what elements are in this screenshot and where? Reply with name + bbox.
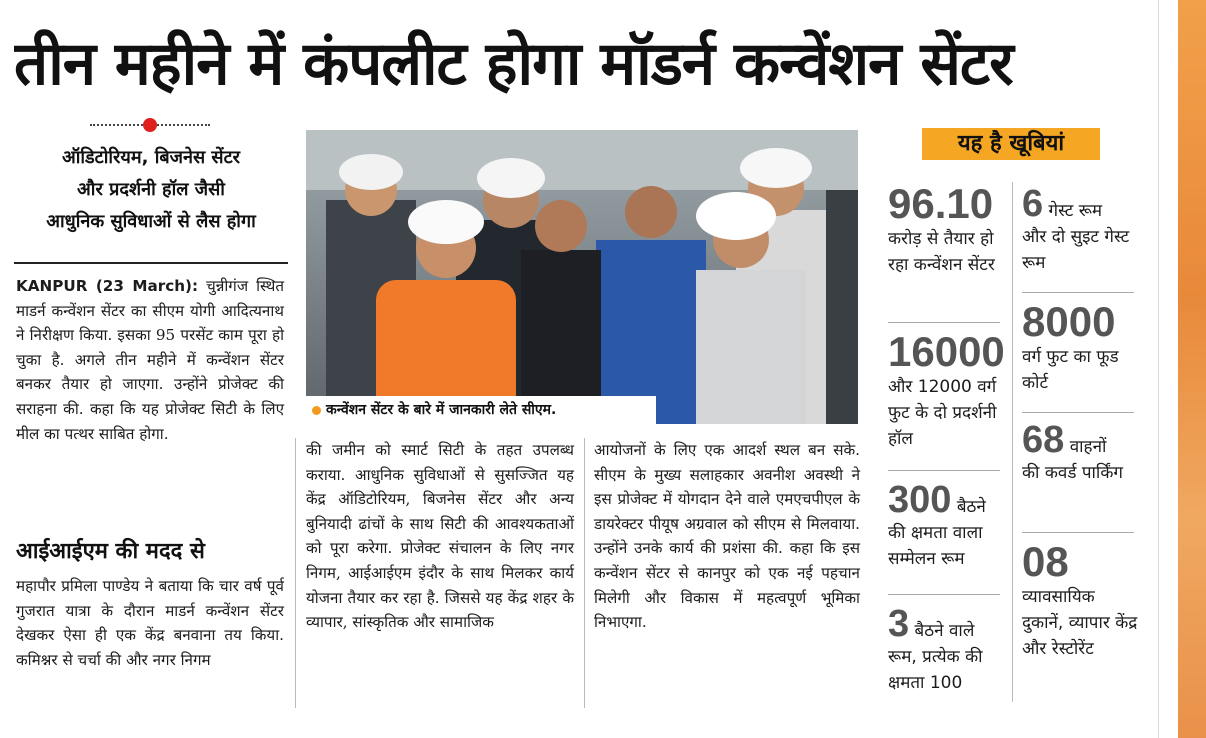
photo-caption: [306, 396, 656, 424]
feature-text: वर्ग फुट का फूड कोर्ट: [1022, 347, 1119, 393]
subheading-line-1: ऑडिटोरियम, बिजनेस सेंटर: [61, 147, 241, 168]
news-photo: [306, 130, 858, 424]
feature-inline: गेस्ट रूम: [1048, 201, 1103, 221]
page-edge: [1158, 0, 1159, 738]
feature-text: की क्षमता वाला सम्मेलन रूम: [888, 523, 983, 569]
features-title: यह है खूबियां: [922, 128, 1100, 160]
subheading-line-3: आधुनिक सुविधाओं से लैस होगा: [46, 211, 256, 232]
feature-number: 68: [1022, 419, 1065, 461]
feature-item: [1022, 540, 1140, 662]
feature-number: 08: [1022, 538, 1069, 585]
feature-number: 3: [888, 603, 910, 645]
photo-illustration: [306, 130, 858, 424]
feature-item: [1022, 420, 1140, 486]
feature-inline: वाहनों: [1069, 437, 1107, 457]
feature-item: [888, 330, 1006, 452]
feature-separator: [1022, 292, 1134, 293]
feature-item: [1022, 300, 1140, 396]
feature-separator: [1022, 412, 1134, 413]
feature-separator: [888, 594, 1000, 595]
feature-separator: [888, 470, 1000, 471]
subheading-rule: [14, 262, 288, 264]
feature-text: की कवर्ड पार्किंग: [1022, 463, 1123, 483]
feature-number: 16000: [888, 328, 1005, 375]
article-para-3: की जमीन को स्मार्ट सिटी के तहत उपलब्ध कराया. आधुनिक सुविधाओं से सुसज्जित यह केंद्र ऑडिटोरियम, बिजनेस सेंटर और अन्य बुनियादी ढांचों के साथ सिटी की आवश्यकताओं को पूरा करेगा. प्रोजेक्ट संचालन के लिए नगर निगम, आईआईएम इंदौर के साथ मिलकर कार्य योजना तैयार कर रहा है. जिससे यह केंद्र शहर के व्यापार, सांस्कृतिक और सामाजिक: [306, 441, 574, 632]
section-heading: आईआईएम की मदद से: [16, 539, 205, 564]
feature-text: रूम, प्रत्येक की क्षमता 100: [888, 647, 983, 693]
photo-caption-text: कन्वेंशन सेंटर के बारे में जानकारी लेते सीएम.: [326, 402, 557, 418]
feature-item: [888, 480, 1006, 572]
feature-text: और दो सुइट गेस्ट रूम: [1022, 227, 1130, 273]
adjacent-page-strip: [1172, 0, 1206, 738]
article-column-1: [16, 274, 284, 446]
feature-separator: [888, 322, 1000, 323]
feature-item: [1022, 184, 1140, 276]
column-rule: [295, 438, 296, 708]
feature-inline: बैठने: [956, 497, 986, 517]
subheading: [14, 142, 288, 242]
feature-item: [888, 182, 1006, 278]
feature-number: 96.10: [888, 180, 994, 227]
feature-number: 6: [1022, 183, 1044, 225]
article-para-4: आयोजनों के लिए एक आदर्श स्थल बन सके. सीएम के मुख्य सलाहकार अवनीश अवस्थी ने इस प्रोजेक्ट में योगदान देने वाले एमएचपीएल के डायरेक्टर पीयूष अग्रवाल को सीएम से मिलवाया. उन्होंने उनके कार्य की प्रशंसा की. कहा कि इस कन्वेंशन सेंटर से कानपुर को एक नई पहचान मिलेगी और विकास में महत्वपूर्ण भूमिका निभाएगा.: [594, 441, 860, 632]
red-dot-ornament: [143, 118, 157, 132]
feature-number: 8000: [1022, 298, 1116, 345]
caption-bullet-icon: [312, 406, 321, 415]
dateline: KANPUR (23 March):: [16, 277, 199, 295]
feature-text: करोड़ से तैयार हो रहा कन्वेंशन सेंटर: [888, 229, 995, 275]
feature-separator: [1022, 532, 1134, 533]
feature-text: व्यावसायिक दुकानें, व्यापार केंद्र और रेस्टोरेंट: [1022, 587, 1138, 659]
subheading-line-2: और प्रदर्शनी हॉल जैसी: [77, 179, 225, 200]
column-rule: [584, 438, 585, 708]
article-para-2: महापौर प्रमिला पाण्डेय ने बताया कि चार वर्ष पूर्व गुजरात यात्रा के दौरान माडर्न कन्वेंशन सेंटर देखकर ऐसा ही एक केंद्र बनवाना तय किया. कमिश्नर से चर्चा की और नगर निगम: [16, 577, 284, 669]
feature-inline: बैठने वाले: [914, 621, 975, 641]
feature-text: और 12000 वर्ग फुट के दो प्रदर्शनी हॉल: [888, 377, 997, 449]
feature-item: [888, 604, 1006, 696]
article-para-1: चुन्नीगंज स्थित माडर्न कन्वेंशन सेंटर का सीएम योगी आदित्यनाथ ने निरीक्षण किया. इसका 95 परसेंट काम पूरा हो चुका है. अगले तीन महीने में कन्वेंशन सेंटर बनकर तैयार हो जाएगा. उन्होंने प्रोजेक्ट की सराहना की. कहा कि यह प्रोजेक्ट सिटी के लिए मील का पत्थर साबित होगा.: [16, 277, 285, 443]
feature-number: 300: [888, 479, 952, 521]
headline: तीन महीने में कंपलीट होगा मॉडर्न कन्वेंशन सेंटर: [14, 29, 1013, 99]
features-divider: [1012, 182, 1013, 702]
